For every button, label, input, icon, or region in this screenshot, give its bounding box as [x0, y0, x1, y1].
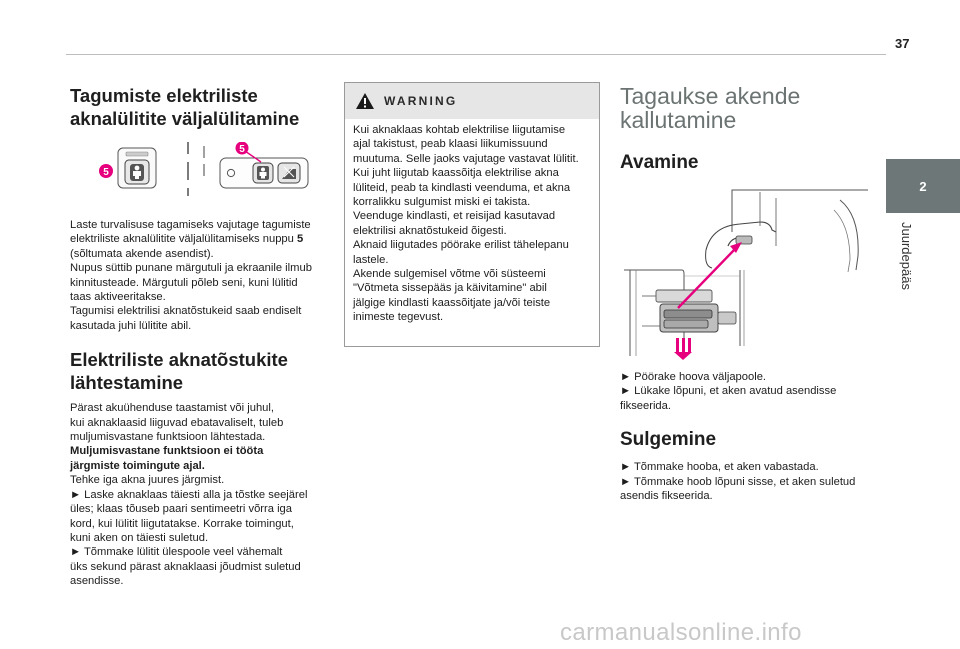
header-rule: [66, 54, 886, 55]
step-line: asendis fikseerida.: [620, 490, 713, 503]
text-line: (sõltumata akende asendist).: [70, 247, 214, 260]
bold-note: Muljumisvastane funktsioon ei tööta: [70, 445, 264, 458]
text-line: Nupus süttib punane märgutuli ja ekraanile ilmub: [70, 262, 312, 275]
text-line: Kui aknaklaas kohtab elektrilise liigutamise: [353, 124, 566, 136]
column-1: [70, 84, 338, 589]
subsection-title-close: Sulgemine: [620, 429, 717, 451]
text-line: kui aknaklaasid liiguvad ebatavaliselt, tuleb: [70, 416, 284, 429]
text-line: Akende sulgemisel võtme või süsteemi: [353, 268, 546, 281]
open-steps: [620, 370, 872, 413]
text-line: elektriliste aknalülitite väljalülitamiseks nuppu: [70, 233, 297, 246]
section-title-line: Elektriliste aknatõstukite: [70, 349, 288, 371]
text-line: Veenduge kindlasti, et reisijad kasutavad: [353, 210, 556, 223]
warning-body: [345, 119, 599, 325]
window-lock-switch-illustration: [70, 142, 338, 206]
text-line: ► Tõmmake lülitit ülespoole veel vähemalt: [70, 546, 283, 559]
chapter-label: Juurdepääs: [899, 222, 914, 290]
rear-window-latch-illustration: [620, 186, 872, 362]
page-number: 37: [895, 36, 910, 51]
warning-triangle-icon: [355, 92, 375, 110]
text-line: elektrilisi aknatõstukeid õigesti.: [353, 224, 507, 237]
section-title-line: Tagumiste elektriliste: [70, 85, 258, 106]
text-line: Kui juht liigutab kaassõitja elektrilise akna: [353, 167, 559, 180]
column-3: [620, 84, 872, 503]
title-line: kallutamine: [620, 107, 737, 133]
text-line: Laste turvalisuse tagamiseks vajutage tagumiste: [70, 219, 311, 231]
text-line: kuni aken on täiesti suletud.: [70, 531, 209, 544]
step-line: ► Tõmmake hooba, et aken vabastada.: [620, 461, 819, 474]
text-line: asendisse.: [70, 575, 124, 588]
section-body: [70, 218, 338, 333]
warning-title: WARNING: [384, 94, 458, 108]
text-line: lüliteid, peab ta kindlasti veenduma, et akna: [353, 181, 571, 194]
button-reference: 5: [296, 233, 304, 246]
text-line: jälgige kindlasti kaassõitjate ja/või teiste: [353, 296, 551, 309]
switch-illustration-svg: [70, 142, 338, 206]
text-line: kinnitusteade. Märgutuli põleb seni, kuni lülitid: [70, 276, 298, 289]
close-steps: [620, 460, 872, 503]
section-title-line: lähtestamine: [70, 372, 184, 394]
text-line: Pärast akuühenduse taastamist või juhul,: [70, 402, 274, 415]
step-line: ► Lükake lõpuni, et aken avatud asendisse: [620, 385, 837, 398]
chapter-section-title: [620, 84, 872, 132]
step-line: ► Tõmmake hoob lõpuni sisse, et aken suletud: [620, 475, 856, 488]
site-watermark: carmanualsonline.info: [560, 619, 802, 646]
step-line: ► Pöörake hoova väljapoole.: [620, 371, 767, 383]
text-line: Tehke iga akna juures järgmist.: [70, 474, 225, 487]
warning-header: [345, 83, 599, 119]
text-line: üks sekund pärast aknaklaasi jõudmist suletud: [70, 560, 301, 573]
text-line: "Võtmeta sissepääs ja käivitamine" abil: [353, 282, 547, 295]
text-line: taas aktiveeritakse.: [70, 291, 166, 304]
text-line: kord, kui lülitit liigutatakse. Korrake toimingut,: [70, 517, 294, 530]
latch-illustration-svg: [620, 186, 872, 362]
callout-5-left: 5: [103, 167, 109, 178]
subsection-title-open: Avamine: [620, 152, 699, 173]
column-2: [344, 82, 600, 347]
section-body: [70, 401, 338, 588]
text-line: Aknaid liigutades pöörake erilist tähelepanu: [353, 239, 569, 252]
text-line: Tagumisi elektrilisi aknatõstukeid saab endiselt: [70, 305, 302, 318]
text-line: ajal takistust, peab klaasi liikumissuund: [353, 138, 548, 151]
title-line: Tagaukse akende: [620, 83, 801, 109]
text-line: korralikku sulgumist miski ei takista.: [353, 196, 531, 209]
text-line: muutuma. Selle jaoks vajutage vastavat lülitit.: [353, 152, 579, 165]
text-line: üles; klaas tõuseb paari sentimeetri võrra iga: [70, 503, 292, 516]
section-title-line: aknalülitite väljalülitamine: [70, 108, 300, 129]
bold-note: järgmiste toimingute ajal.: [70, 459, 205, 472]
section-title: [70, 348, 338, 394]
step-line: fikseerida.: [620, 399, 671, 412]
warning-text: [353, 123, 591, 325]
text-line: inimeste tegevust.: [353, 311, 444, 324]
chapter-number: 2: [919, 178, 927, 194]
text-line: muljumisvastane funktsioon lähtestada.: [70, 431, 266, 444]
section-title: [70, 84, 338, 130]
callout-5-right: 5: [239, 144, 245, 155]
text-line: lastele.: [353, 253, 389, 266]
text-line: kasutada juhi lülitite abil.: [70, 319, 192, 332]
warning-box: [344, 82, 600, 347]
chapter-tab[interactable]: [886, 159, 960, 213]
text-line: ► Laske aknaklaas täiesti alla ja tõstke seejärel: [70, 488, 308, 501]
